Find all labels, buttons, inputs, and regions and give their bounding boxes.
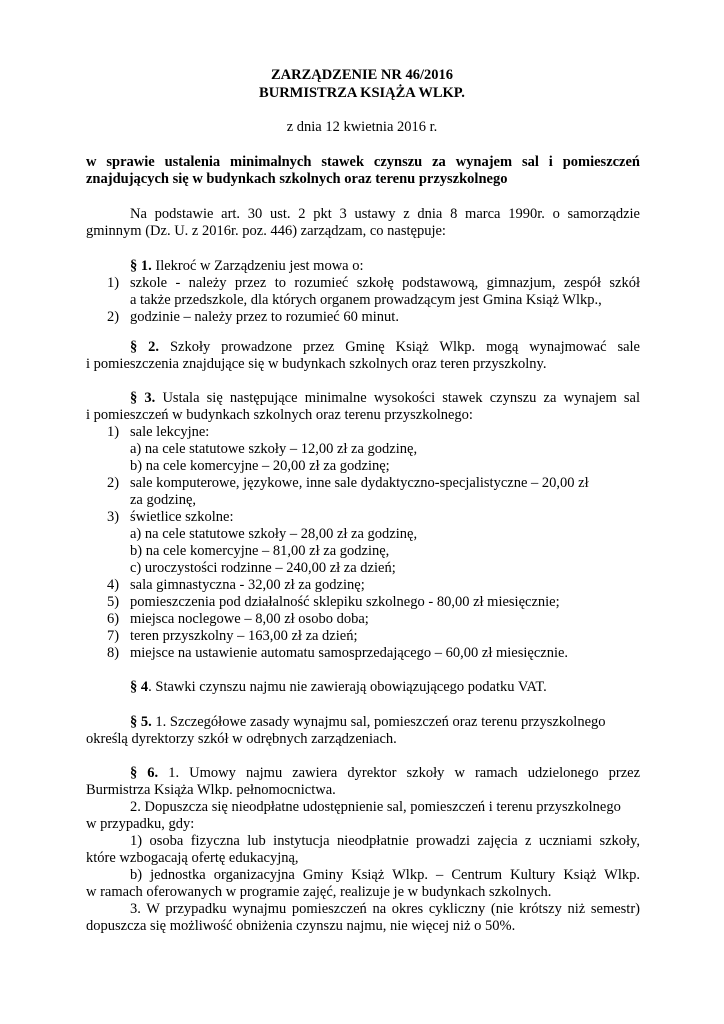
section-3-item-2-line2: za godzinę, <box>130 492 197 508</box>
section-1-text: Ilekroć w Zarządzeniu jest mowa o: <box>151 258 364 274</box>
section-1-item-2-number: 2) <box>107 309 120 325</box>
section-6-p2b-line2: w ramach oferowanych w programie zajęć, realizuje je w budynkach szkolnych. <box>86 884 552 900</box>
section-3-item-1-number: 1) <box>107 424 120 440</box>
section-4 <box>130 679 547 696</box>
section-3-item-6-number: 6) <box>107 611 120 627</box>
section-5-mark: § 5. <box>130 714 152 730</box>
section-3-item-7: teren przyszkolny – 163,00 zł za dzień; <box>130 628 358 644</box>
section-6-p3-line2: dopuszcza się możliwość obniżenia czynszu najmu, nie więcej niż o 50%. <box>86 918 516 934</box>
section-6-p2a-line1: 1) osoba fizyczna lub instytucja nieodpłatnie prowadzi zajęcia z uczniami szkoły, <box>130 833 640 849</box>
section-3-item-1: sale lekcyjne: <box>130 424 210 440</box>
section-3-item-5-number: 5) <box>107 594 120 610</box>
intro-line2: gminnym (Dz. U. z 2016r. poz. 446) zarządzam, co następuje: <box>86 223 446 239</box>
document-title-line1: ZARZĄDZENIE NR 46/2016 <box>270 67 454 83</box>
section-3-item-2-number: 2) <box>107 475 120 491</box>
section-1-item-1-line1: szkole - należy przez to rozumieć szkołę podstawową, gimnazjum, zespół szkół <box>130 275 640 291</box>
section-2-text: Szkoły prowadzone przez Gminę Książ Wlkp. mogą wynajmować sale <box>159 339 640 355</box>
section-6-p3-line1: 3. W przypadku wynajmu pomieszczeń na okres cykliczny (nie krótszy niż semestr) <box>130 901 640 917</box>
section-6-p2b-line1: b) jednostka organizacyjna Gminy Książ Wlkp. – Centrum Kultury Książ Wlkp. <box>130 867 640 883</box>
section-3-item-8-number: 8) <box>107 645 120 661</box>
section-5-line2: określą dyrektorzy szkół w odrębnych zarządzeniach. <box>86 731 397 747</box>
section-3-item-4: sala gimnastyczna - 32,00 zł za godzinę; <box>130 577 365 593</box>
section-6-mark: § 6. <box>130 765 159 781</box>
section-3-item-3-number: 3) <box>107 509 120 525</box>
section-1-heading <box>130 258 364 275</box>
section-6-p1-line1 <box>130 765 640 782</box>
section-3-item-2-line1: sale komputerowe, językowe, inne sale dydaktyczno-specjalistyczne – 20,00 zł <box>130 475 589 491</box>
subject-line1: w sprawie ustalenia minimalnych stawek czynszu za wynajem sal i pomieszczeń <box>86 154 640 170</box>
section-4-text: . Stawki czynszu najmu nie zawierają obowiązującego podatku VAT. <box>148 679 547 695</box>
section-1-item-1-line2: a także przedszkole, dla których organem prowadzącym jest Gmina Książ Wlkp., <box>130 292 602 308</box>
intro-line1: Na podstawie art. 30 ust. 2 pkt 3 ustawy z dnia 8 marca 1990r. o samorządzie <box>130 206 640 222</box>
section-2-mark: § 2. <box>130 339 160 355</box>
section-1-item-1-number: 1) <box>107 275 120 291</box>
section-1-item-2-line1: godzinie – należy przez to rozumieć 60 minut. <box>130 309 399 325</box>
section-3-item-1a: a) na cele statutowe szkoły – 12,00 zł za godzinę, <box>130 441 418 457</box>
section-3-item-8: miejsce na ustawienie automatu samosprzedającego – 60,00 zł miesięcznie. <box>130 645 569 661</box>
section-3-item-6: miejsca noclegowe – 8,00 zł osobo doba; <box>130 611 369 627</box>
section-3-text: Ustala się następujące minimalne wysokości stawek czynszu za wynajem sal <box>155 390 641 406</box>
section-3-line1 <box>130 390 640 407</box>
subject-line2: znajdujących się w budynkach szkolnych oraz terenu przyszkolnego <box>86 171 508 187</box>
section-4-mark: § 4 <box>130 679 149 695</box>
section-3-item-3: świetlice szkolne: <box>130 509 234 525</box>
section-6-p2-line2: w przypadku, gdy: <box>86 816 195 832</box>
section-3-item-3a: a) na cele statutowe szkoły – 28,00 zł za godzinę, <box>130 526 418 542</box>
section-3-item-1b: b) na cele komercyjne – 20,00 zł za godzinę; <box>130 458 390 474</box>
section-6-p1-line2: Burmistrza Książa Wlkp. pełnomocnictwa. <box>86 782 336 798</box>
section-3-mark: § 3. <box>130 390 156 406</box>
section-2-line1 <box>130 339 640 356</box>
section-5-line1 <box>130 714 606 731</box>
section-3-line2: i pomieszczeń w budynkach szkolnych oraz terenu przyszkolnego: <box>86 407 473 423</box>
section-1-mark: § 1. <box>130 258 152 274</box>
document-date: z dnia 12 kwietnia 2016 r. <box>286 119 438 135</box>
section-3-item-5: pomieszczenia pod działalność sklepiku szkolnego - 80,00 zł miesięcznie; <box>130 594 560 610</box>
section-6-p1-text: 1. Umowy najmu zawiera dyrektor szkoły w ramach udzielonego przez <box>158 765 641 781</box>
section-6-p2-line1: 2. Dopuszcza się nieodpłatne udostępnienie sal, pomieszczeń i terenu przyszkolnego <box>130 799 621 815</box>
section-5-text: 1. Szczegółowe zasady wynajmu sal, pomieszczeń oraz terenu przyszkolnego <box>151 714 606 730</box>
section-3-item-7-number: 7) <box>107 628 120 644</box>
document-title-line2: BURMISTRZA KSIĄŻA WLKP. <box>259 85 465 101</box>
section-3-item-3b: b) na cele komercyjne – 81,00 zł za godzinę, <box>130 543 390 559</box>
section-2-line2: i pomieszczenia znajdujące się w budynkach szkolnych oraz teren przyszkolny. <box>86 356 547 372</box>
section-6-p2a-line2: które wzbogacają ofertę edukacyjną, <box>86 850 299 866</box>
section-3-item-3c: c) uroczystości rodzinne – 240,00 zł za dzień; <box>130 560 396 576</box>
section-3-item-4-number: 4) <box>107 577 120 593</box>
